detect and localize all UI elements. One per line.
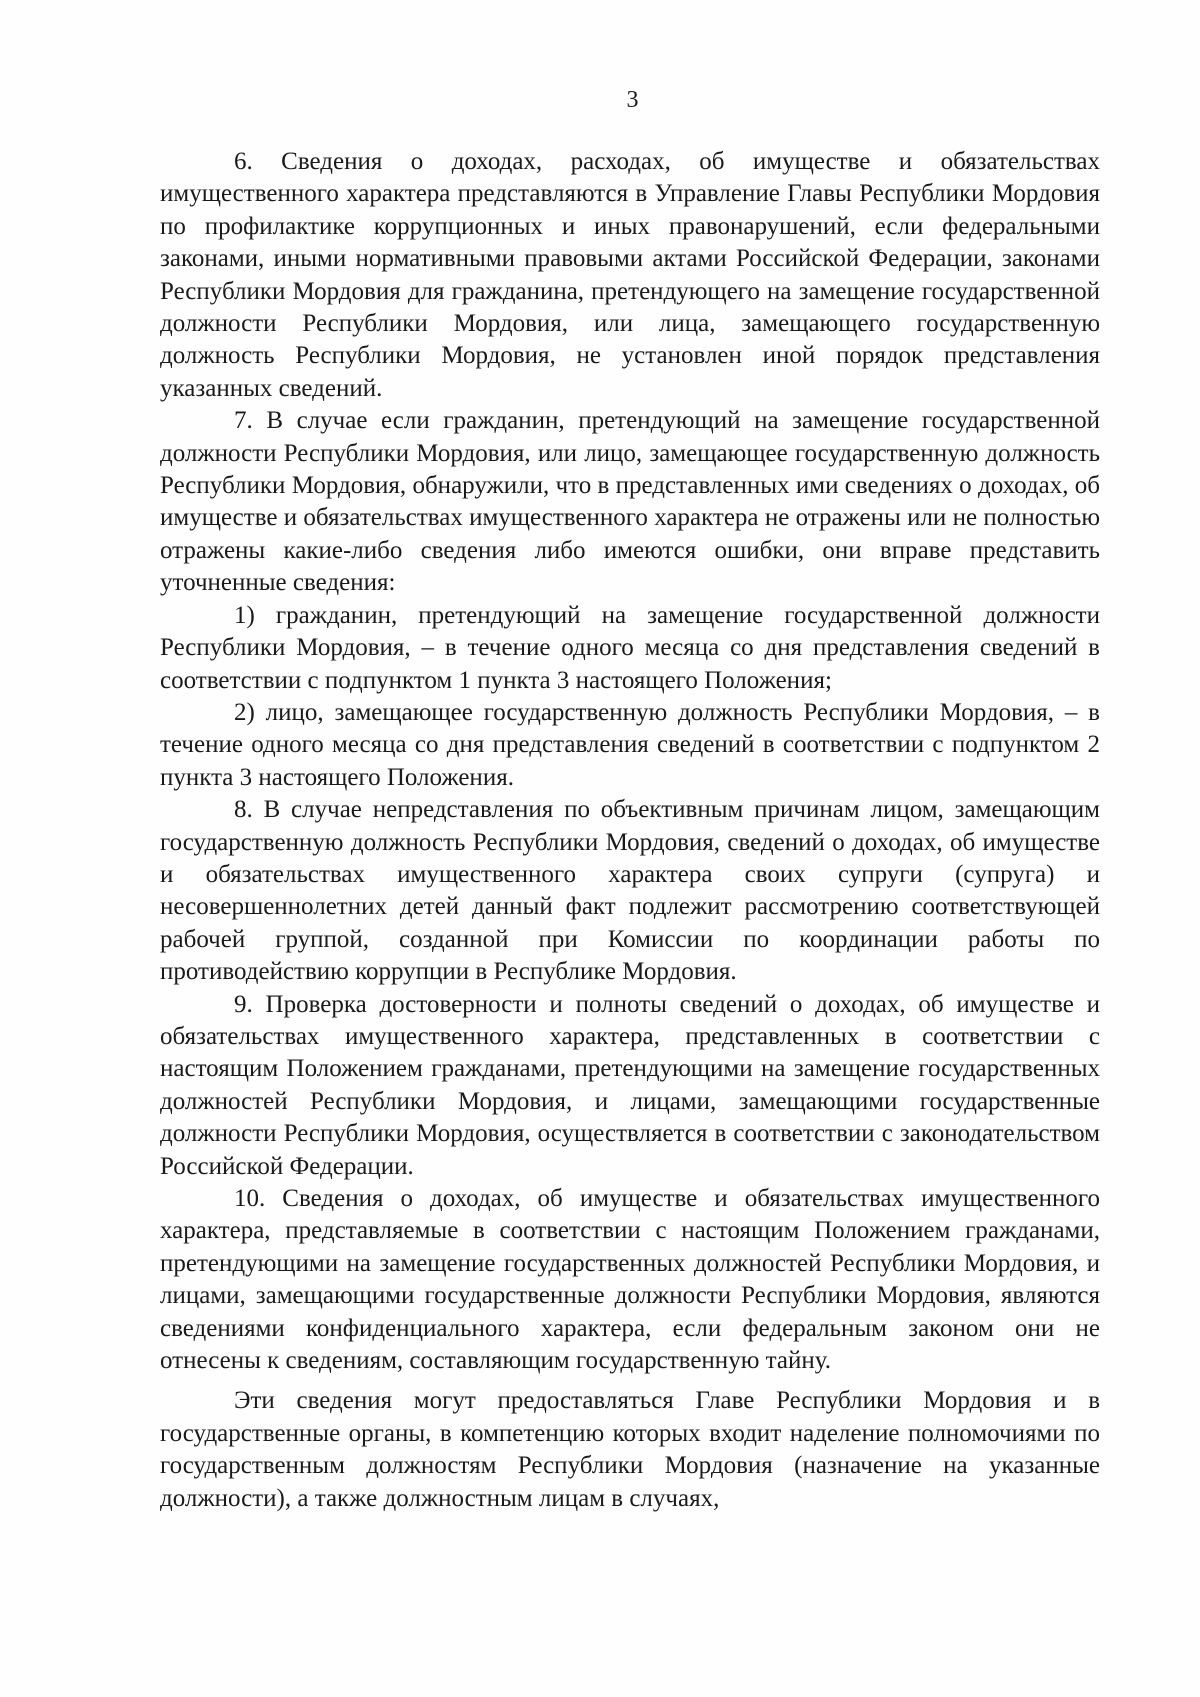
paragraph-6: 6. Сведения о доходах, расходах, об имуществе и обязательствах имущественного характера представляются в Управление Главы Республики Мордовия по профилактике коррупционных и иных правонарушений, если федеральными законами, иными нормативными правовыми актами Российской Федерации, законами Республики Мордовия для гражданина, претендующего на замещение государственной должности Республики Мордовия, или лица, замещающего государственную должность Республики Мордовия, не установлен иной порядок представления указанных сведений.	[160, 148, 1100, 402]
page-number: 3	[626, 87, 639, 113]
paragraph-7: 7. В случае если гражданин, претендующий на замещение государственной должности Республики Мордовия, или лицо, замещающее государственную должность Республики Мордовия, обнаружили, что в представленных ими сведениях о доходах, об имуществе и обязательствах имущественного характера не отражены или не полностью отражены какие-либо сведения либо имеются ошибки, они вправе представить уточненные сведения:	[160, 407, 1100, 597]
paragraph-7-item-1: 1) гражданин, претендующий на замещение государственной должности Республики Мордовия, – в течение одного месяца со дня представления сведений в соответствии с подпунктом 1 пункта 3 настоящего Положения;	[160, 601, 1100, 694]
paragraph-10: 10. Сведения о доходах, об имуществе и обязательствах имущественного характера, представляемые в соответствии с настоящим Положением гражданами, претендующими на замещение государственных должностей Республики Мордовия, и лицами, замещающими государственные должности Республики Мордовия, являются сведениями конфиденциального характера, если федеральным законом они не отнесены к сведениям, составляющим государственную тайну.	[160, 1185, 1100, 1375]
document-body	[160, 146, 1100, 1515]
paragraph-8: 8. В случае непредставления по объективным причинам лицом, замещающим государственную должность Республики Мордовия, сведений о доходах, об имуществе и обязательствах имущественного характера своих супруги (супруга) и несовершеннолетних детей данный факт подлежит рассмотрению соответствующей рабочей группой, созданной при Комиссии по координации работы по противодействию коррупции в Республике Мордовия.	[160, 796, 1100, 986]
paragraph-9: 9. Проверка достоверности и полноты сведений о доходах, об имуществе и обязательствах имущественного характера, представленных в соответствии с настоящим Положением гражданами, претендующими на замещение государственных должностей Республики Мордовия, и лицами, замещающими государственные должности Республики Мордовия, осуществляется в соответствии с законодательством Российской Федерации.	[160, 990, 1100, 1180]
paragraph-7-item-2: 2) лицо, замещающее государственную должность Республики Мордовия, – в течение одного месяца со дня представления сведений в соответствии с подпунктом 2 пункта 3 настоящего Положения.	[160, 698, 1100, 791]
paragraph-10-continuation: Эти сведения могут предоставляться Главе Республики Мордовия и в государственные органы, в компетенцию которых входит наделение полномочиями по государственным должностям Республики Мордовия (назначение на указанные должности), а также должностным лицам в случаях,	[160, 1387, 1100, 1512]
